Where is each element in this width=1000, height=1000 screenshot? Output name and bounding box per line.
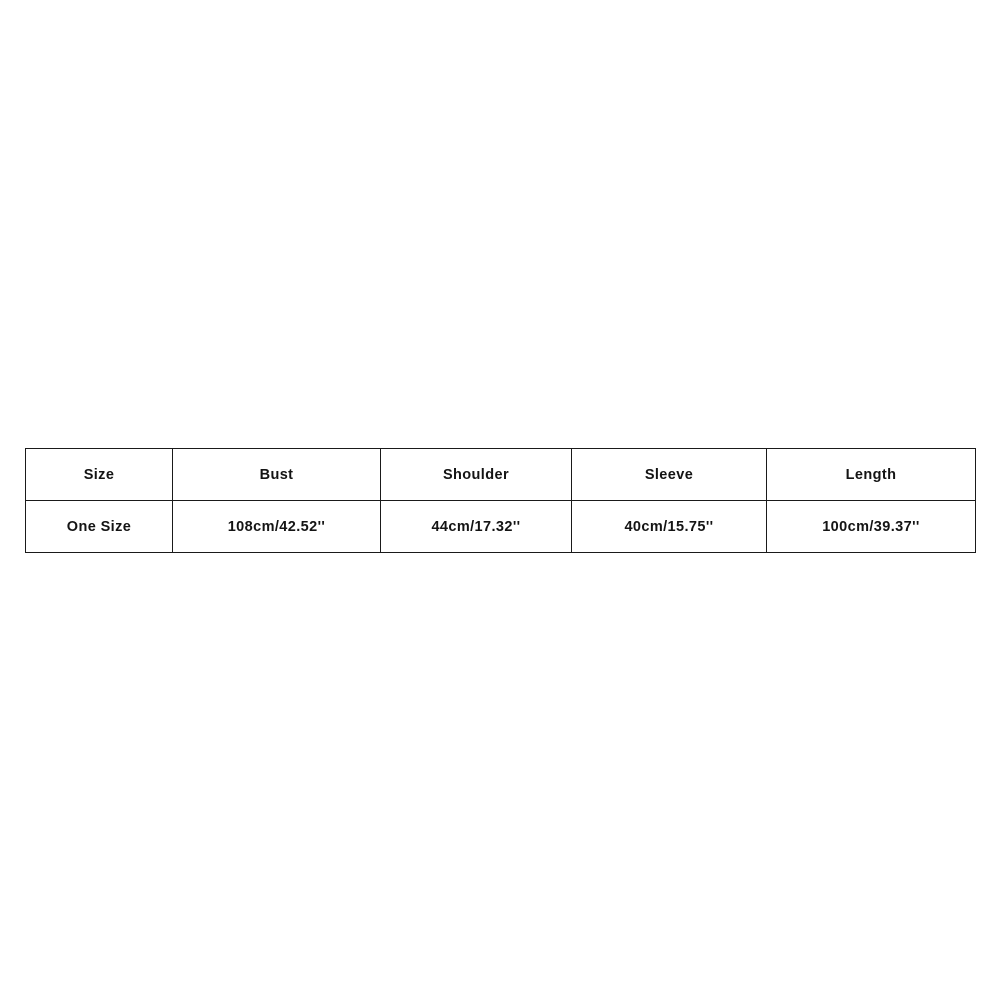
table-header-row — [26, 449, 976, 501]
cell-sleeve: 40cm/15.75'' — [572, 501, 767, 553]
size-chart-container — [25, 448, 975, 553]
cell-length: 100cm/39.37'' — [767, 501, 976, 553]
table-row — [26, 501, 976, 553]
column-header-size: Size — [26, 449, 173, 501]
column-header-shoulder: Shoulder — [381, 449, 572, 501]
cell-shoulder: 44cm/17.32'' — [381, 501, 572, 553]
cell-size: One Size — [26, 501, 173, 553]
cell-bust: 108cm/42.52'' — [173, 501, 381, 553]
size-chart-table — [25, 448, 976, 553]
column-header-sleeve: Sleeve — [572, 449, 767, 501]
column-header-bust: Bust — [173, 449, 381, 501]
column-header-length: Length — [767, 449, 976, 501]
